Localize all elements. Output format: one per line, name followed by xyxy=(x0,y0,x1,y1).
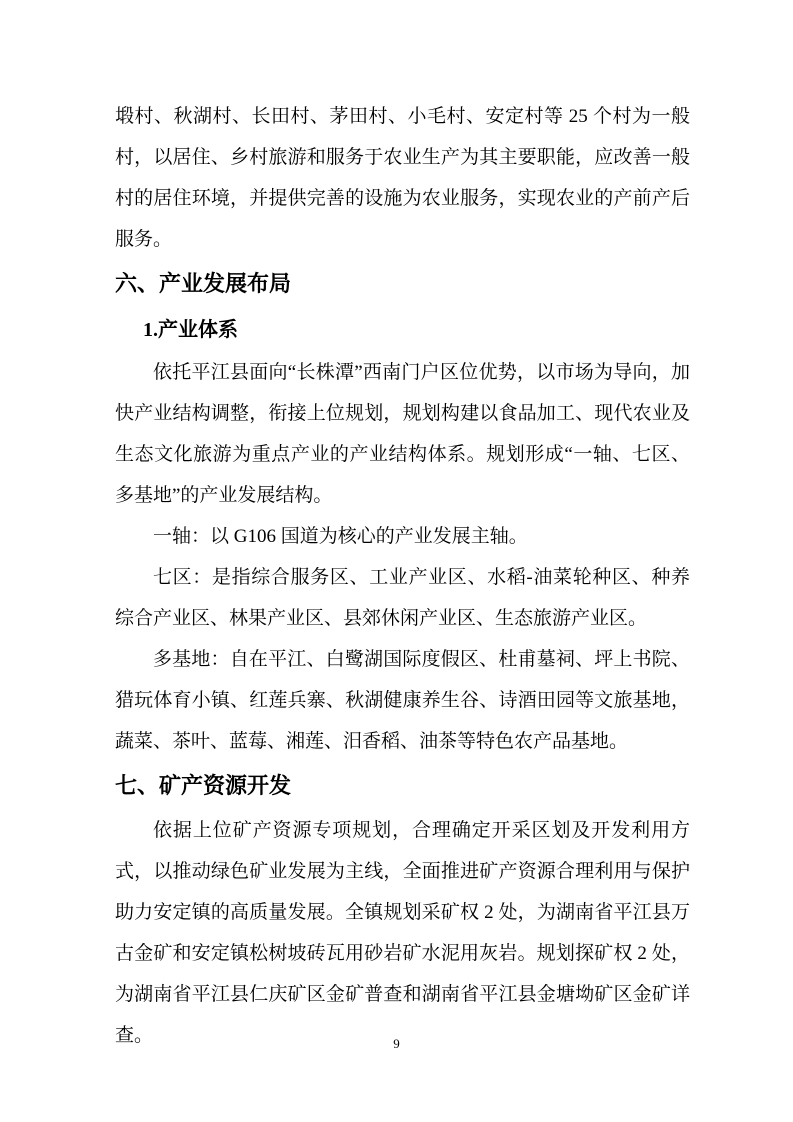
section-heading-mineral-resources-development: 七、矿产资源开发 xyxy=(115,773,292,798)
paragraph-multiple-bases: 多基地：自在平江、白鹭湖国际度假区、杜甫墓祠、坪上书院、猎玩体育小镇、红莲兵寨、秋湖健康养生谷、诗酒田园等文旅基地，蔬菜、茶叶、蓝莓、湘莲、汨香稻、油茶等特色农产品基地。 xyxy=(115,649,690,752)
section-heading-industry-development-layout: 六、产业发展布局 xyxy=(115,271,292,296)
page-number: 9 xyxy=(393,1036,400,1051)
subsection-heading-industry-system: 1.产业体系 xyxy=(143,319,238,341)
paragraph-general-villages-continuation: 塅村、秋湖村、长田村、茅田村、小毛村、安定村等 25 个村为一般村，以居住、乡村旅游和服务于农业生产为其主要职能，应改善一般村的居住环境，并提供完善的设施为农业服务，实现农业的产前产后服务。 xyxy=(115,106,690,250)
paragraph-industry-structure-overview: 依托平江县面向“长株潭”西南门户区位优势，以市场为导向，加快产业结构调整，衔接上位规划，规划构建以食品加工、现代农业及生态文化旅游为重点产业的产业结构体系。规划形成“一轴、七区、多基地”的产业发展结构。 xyxy=(115,362,690,506)
paragraph-one-axis: 一轴：以 G106 国道为核心的产业发展主轴。 xyxy=(153,526,528,547)
paragraph-seven-zones: 七区：是指综合服务区、工业产业区、水稻-油菜轮种区、种养综合产业区、林果产业区、县郊休闲产业区、生态旅游产业区。 xyxy=(115,567,690,629)
paragraph-mineral-resources-plan: 依据上位矿产资源专项规划，合理确定开采区划及开发利用方式，以推动绿色矿业发展为主线，全面推进矿产资源合理利用与保护助力安定镇的高质量发展。全镇规划采矿权 2 处，为湖南省平江县万古金矿和安定镇松树坡砖瓦用砂岩矿水泥用灰岩。规划探矿权 2 处，为湖南省平江县仁庆矿区金矿普查和湖南省平江县金塘坳矿区金矿详查。 xyxy=(115,820,690,1046)
